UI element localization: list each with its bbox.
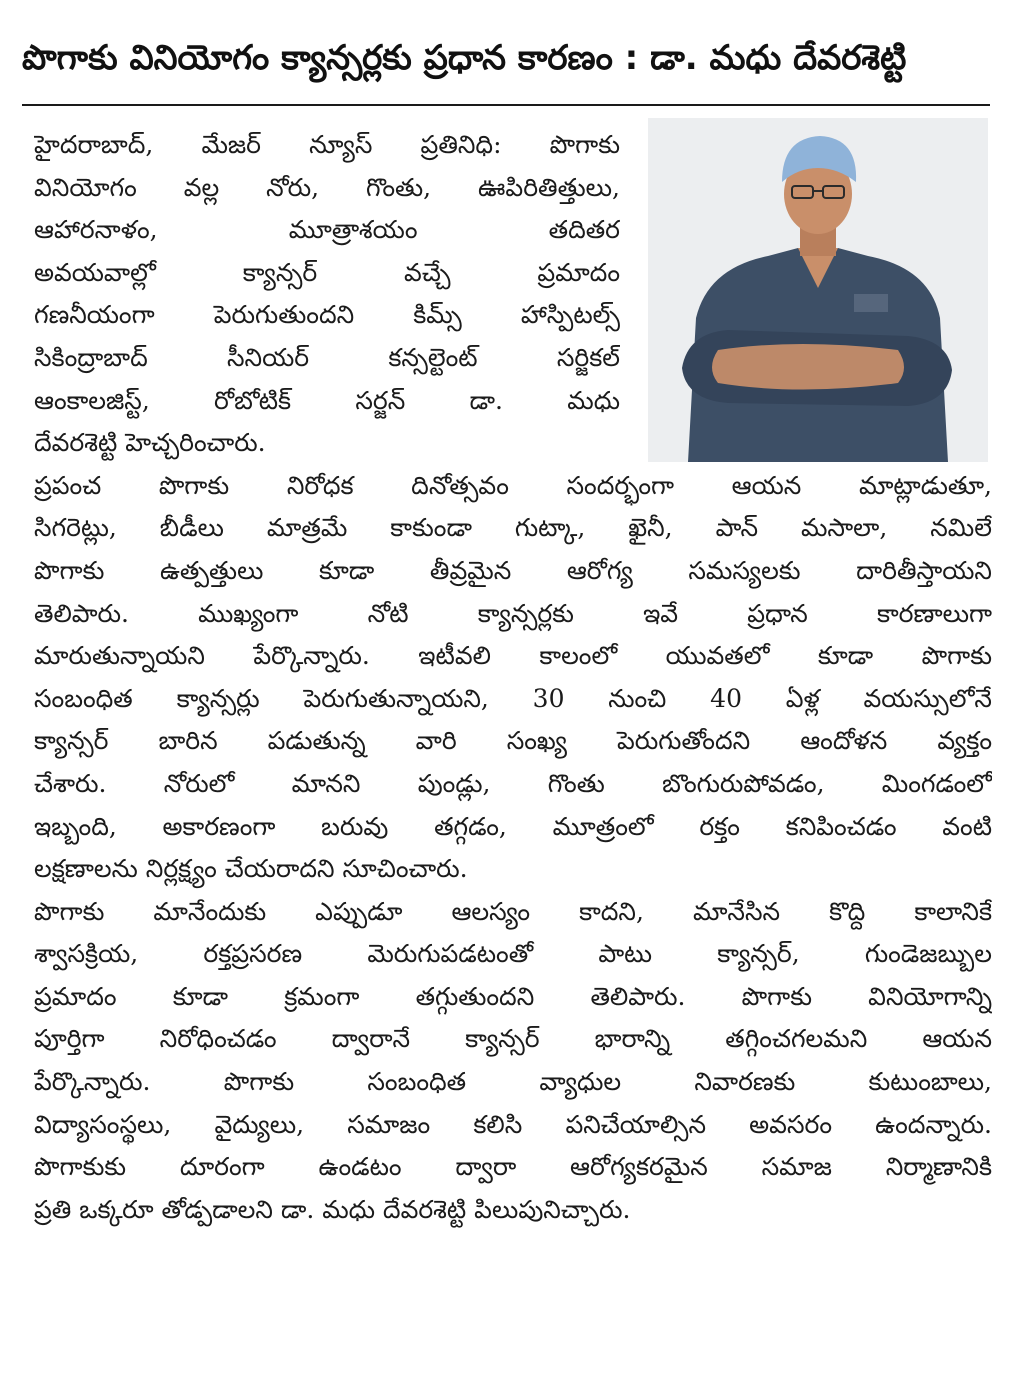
article-body: [34, 124, 992, 1231]
paragraph-2-line: లక్షణాలను నిర్లక్ష్యం చేయరాదని సూచించారు.: [34, 854, 468, 884]
paragraph-3-line: పేర్కొన్నారు. పొగాకు సంబంధిత వ్యాధుల నివారణకు కుటుంబాలు,: [34, 1067, 992, 1097]
paragraph-2-line: పొగాకు ఉత్పత్తులు కూడా తీవ్రమైన ఆరోగ్య సమస్యలకు దారితీస్తాయని: [34, 555, 992, 585]
article-headline: పొగాకు వినియోగం క్యాన్సర్లకు ప్రధాన కారణం : డా. మధు దేవరశెట్టి: [22, 38, 907, 78]
paragraph-2-line: తెలిపారు. ముఖ్యంగా నోటి క్యాన్సర్లకు ఇవే ప్రధాన కారణాలుగా: [34, 598, 992, 628]
paragraph-3-line: ప్రమాదం కూడా క్రమంగా తగ్గుతుందని తెలిపారు. పొగాకు వినియోగాన్ని: [34, 981, 992, 1011]
paragraph-3: [34, 891, 992, 1232]
paragraph-1: [34, 124, 620, 465]
paragraph-1-line: హైదరాబాద్, మేజర్ న్యూస్ ప్రతినిధి: పొగాకు: [34, 130, 620, 159]
paragraph-3-line: శ్వాసక్రియ, రక్తప్రసరణ మెరుగుపడటంతో పాటు క్యాన్సర్, గుండెజబ్బుల: [34, 939, 992, 969]
paragraph-2: [34, 465, 992, 891]
paragraph-2-line: సంబంధిత క్యాన్సర్లు పెరుగుతున్నాయని, 30 నుంచి 40 ఏళ్ల వయస్సులోనే: [34, 683, 992, 713]
paragraph-3-line: పొగాకు మానేందుకు ఎప్పుడూ ఆలస్యం కాదని, మానేసిన కొద్ది కాలానికే: [34, 896, 992, 926]
paragraph-2-line: ఇబ్బంది, అకారణంగా బరువు తగ్గడం, మూత్రంలో రక్తం కనిపించడం వంటి: [34, 811, 992, 841]
paragraph-2-line: ప్రపంచ పొగాకు నిరోధక దినోత్సవం సందర్భంగా ఆయన మాట్లాడుతూ,: [34, 470, 992, 500]
paragraph-3-line: పొగాకుకు దూరంగా ఉండటం ద్వారా ఆరోగ్యకరమైన సమాజ నిర్మాణానికి: [34, 1152, 992, 1182]
paragraph-2-line: సిగరెట్లు, బీడీలు మాత్రమే కాకుండా గుట్కా, ఖైనీ, పాన్ మసాలా, నమిలే: [34, 513, 992, 543]
paragraph-1-line: ఆంకాలజిస్ట్, రోబోటిక్ సర్జన్ డా. మధు: [34, 385, 620, 415]
paragraph-1-line: వినియోగం వల్ల నోరు, గొంతు, ఊపిరితిత్తులు,: [34, 172, 620, 202]
paragraph-1-line: దేవరశెట్టి హెచ్చరించారు.: [34, 428, 266, 458]
paragraph-2-line: క్యాన్సర్ బారిన పడుతున్న వారి సంఖ్య పెరుగుతోందని ఆందోళన వ్యక్తం: [34, 726, 992, 756]
paragraph-2-line: చేశారు. నోరులో మానని పుండ్లు, గొంతు బొంగురుపోవడం, మింగడంలో: [34, 768, 992, 798]
paragraph-3-line: ప్రతి ఒక్కరూ తోడ్పడాలని డా. మధు దేవరశెట్టి పిలుపునిచ్చారు.: [34, 1194, 631, 1224]
paragraph-3-line: పూర్తిగా నిరోధించడం ద్వారానే క్యాన్సర్ భారాన్ని తగ్గించగలమని ఆయన: [34, 1024, 992, 1054]
headline-divider: [22, 104, 990, 106]
paragraph-1-line: గణనీయంగా పెరుగుతుందని కిమ్స్ హాస్పిటల్స్: [34, 300, 620, 330]
paragraph-1-line: సికింద్రాబాద్ సీనియర్ కన్సల్టెంట్ సర్జికల్: [34, 342, 620, 372]
paragraph-2-line: మారుతున్నాయని పేర్కొన్నారు. ఇటీవలి కాలంలో యువతలో కూడా పొగాకు: [34, 641, 992, 671]
paragraph-1-line: అవయవాల్లో క్యాన్సర్ వచ్చే ప్రమాదం: [34, 257, 620, 287]
paragraph-3-line: విద్యాసంస్థలు, వైద్యులు, సమాజం కలిసి పనిచేయాల్సిన అవసరం ఉందన్నారు.: [34, 1109, 992, 1139]
paragraph-1-line: ఆహారనాళం, మూత్రాశయం తదితర: [34, 215, 620, 245]
